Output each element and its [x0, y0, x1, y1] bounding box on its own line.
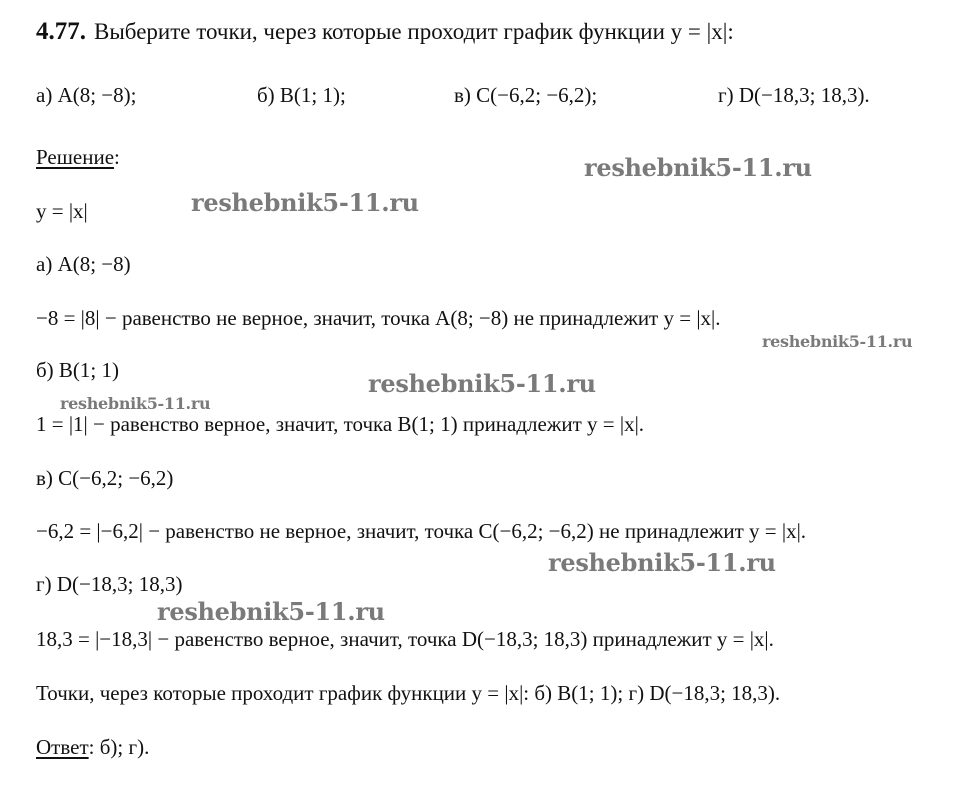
solution-heading-text: Решение	[36, 145, 115, 169]
watermark: reshebnik5-11.ru	[157, 597, 385, 626]
part-b-text: 1 = |1| − равенство верное, значит, точка B(1; 1) принадлежит y = |x|.	[36, 412, 645, 436]
part-b-label: б) B(1; 1)	[36, 358, 120, 382]
watermark: reshebnik5-11.ru	[762, 332, 913, 351]
option-a: а) A(8; −8);	[36, 83, 137, 107]
part-a-text: −8 = |8| − равенство не верное, значит, точка A(8; −8) не принадлежит y = |x|.	[36, 306, 721, 330]
task-title	[36, 19, 734, 45]
task-text: Выберите точки, через которые проходит график функции y = |x|:	[94, 19, 734, 44]
watermark: reshebnik5-11.ru	[60, 394, 211, 413]
conclusion: Точки, через которые проходит график функции y = |x|: б) B(1; 1); г) D(−18,3; 18,3).	[36, 681, 781, 705]
answer-value: : б); г).	[88, 735, 150, 759]
part-d-text: 18,3 = |−18,3| − равенство верное, значит, точка D(−18,3; 18,3) принадлежит y = |x|.	[36, 627, 774, 651]
part-d-label: г) D(−18,3; 18,3)	[36, 572, 183, 596]
option-b: б) B(1; 1);	[257, 83, 346, 107]
option-c: в) C(−6,2; −6,2);	[454, 83, 598, 107]
watermark: reshebnik5-11.ru	[368, 369, 596, 398]
solution-heading-colon: :	[114, 145, 120, 169]
watermark: reshebnik5-11.ru	[548, 548, 776, 577]
watermark: reshebnik5-11.ru	[584, 153, 812, 182]
answer-label: Ответ	[36, 735, 89, 759]
part-c-label: в) C(−6,2; −6,2)	[36, 466, 174, 490]
watermark: reshebnik5-11.ru	[191, 188, 419, 217]
part-c-text: −6,2 = |−6,2| − равенство не верное, значит, точка C(−6,2; −6,2) не принадлежит y = |x|.	[36, 519, 807, 543]
task-number: 4.77.	[36, 18, 86, 45]
answer-line	[36, 734, 149, 760]
solution-heading	[36, 144, 120, 170]
function-line: y = |x|	[36, 199, 88, 223]
option-d: г) D(−18,3; 18,3).	[718, 83, 870, 107]
part-a-label: а) A(8; −8)	[36, 252, 131, 276]
